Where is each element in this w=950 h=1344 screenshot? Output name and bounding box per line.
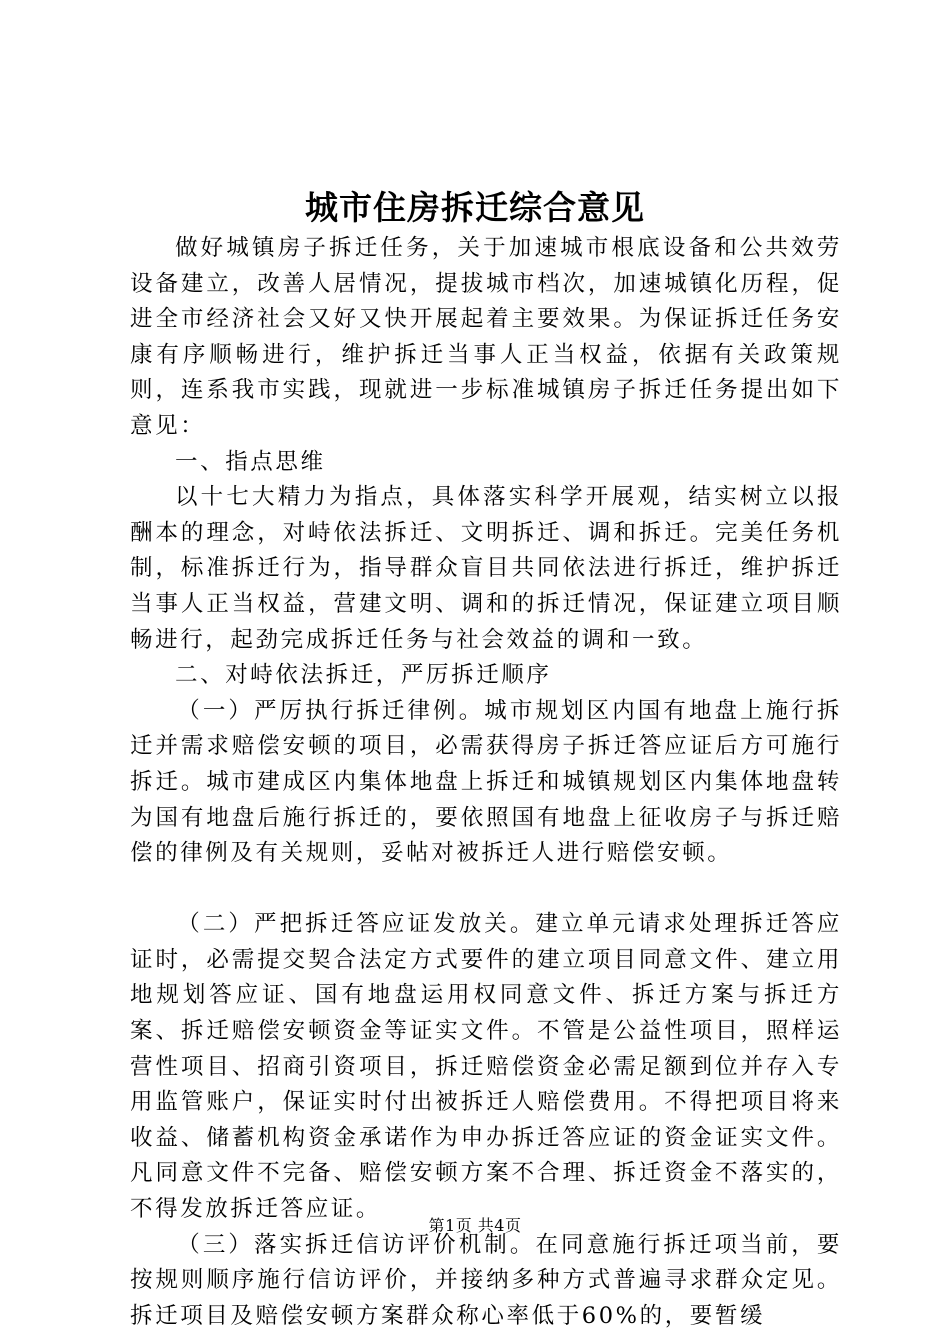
subsection-2-paragraph: （二）严把拆迁答应证发放关。建立单元请求处理拆迁答应证时，必需提交契合法定方式要件的建立项目同意文件、建立用地规划答应证、国有地盘运用权同意文件、拆迁方案与拆迁方案、拆迁赔偿安顿资金等证实文件。不管是公益性项目，照样运营性项目、招商引资项目，拆迁赔偿资金必需足额到位并存入专用监管账户，保证实时付出被拆迁人赔偿费用。不得把项目将来收益、储蓄机构资金承诺作为申办拆迁答应证的资金证实文件。凡同意文件不完备、赔偿安顿方案不合理、拆迁资金不落实的，不得发放拆迁答应证。 <box>130 911 842 1223</box>
section-heading-lawful-demolition: 二、对峙依法拆迁，严厉拆迁顺序 <box>175 662 552 689</box>
subsection-3-paragraph: （三）落实拆迁信访评价机制。在同意施行拆迁项当前，要按规则顺序施行信访评价，并接纳多种方式普遍寻求群众定见。拆迁项目及赔偿安顿方案群众称心率低于60%的，要暂缓 <box>130 1231 842 1329</box>
section-heading-guiding-thought: 一、指点思维 <box>175 448 326 475</box>
document-body <box>130 231 842 1334</box>
document-title: 城市住房拆迁综合意见 <box>305 188 645 227</box>
paragraph-spacer <box>130 872 842 908</box>
subsection-1-paragraph: （一）严厉执行拆迁律例。城市规划区内国有地盘上施行拆迁并需求赔偿安顿的项目，必需获得房子拆迁答应证后方可施行拆迁。城市建成区内集体地盘上拆迁和城镇规划区内集体地盘转为国有地盘后施行拆迁的，要依照国有地盘上征收房子与拆迁赔偿的律例及有关规则，妥帖对被拆迁人进行赔偿安顿。 <box>130 697 842 867</box>
intro-paragraph: 做好城镇房子拆迁任务，关于加速城市根底设备和公共效劳设备建立，改善人居情况，提拔城市档次，加速城镇化历程，促进全市经济社会又好又快开展起着主要效果。为保证拆迁任务安康有序顺畅进行，维护拆迁当事人正当权益，依据有关政策规则，连系我市实践，现就进一步标准城镇房子拆迁任务提出如下意见： <box>130 235 842 439</box>
guiding-thought-paragraph: 以十七大精力为指点，具体落实科学开展观，结实树立以报酬本的理念，对峙依法拆迁、文明拆迁、调和拆迁。完美任务机制，标准拆迁行为，指导群众盲目共同依法进行拆迁，维护拆迁当事人正当权益，营建文明、调和的拆迁情况，保证建立项目顺畅进行，起劲完成拆迁任务与社会效益的调和一致。 <box>130 484 842 653</box>
page-number-footer: 第1页 共4页 <box>428 1216 522 1235</box>
